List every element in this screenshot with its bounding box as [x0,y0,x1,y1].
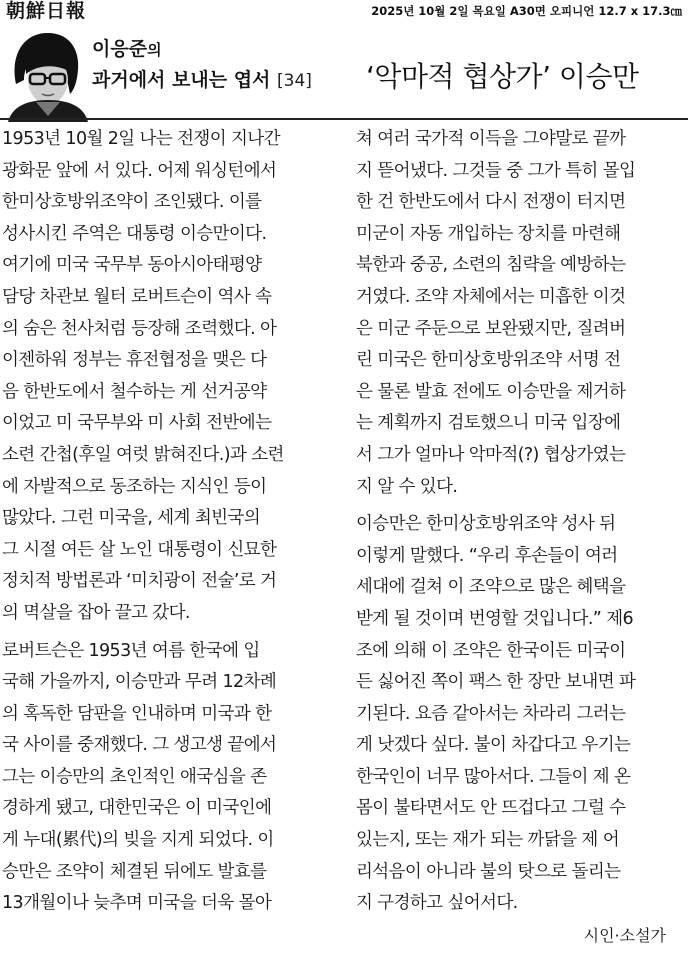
series-title: 과거에서 보내는 엽서 [92,69,271,91]
author-byline: 시인·소설가 [583,925,666,945]
article-paragraph: 로버트슨은 1953년 여름 한국에 입 국해 가을까지, 이승만과 무려 12차례 의 혹독한 담판을 인내하며 미국과 한 국 사이를 중재했다. 그 생고생 끝에서 그는 이승만의 초인적인 애국심을 존 경하게 됐고, 대한민국은 이 미국인에 게 누대(累代)의 빚을 지게 되었다. 이 승만은 조약이 체결된 뒤에도 발효를 13개월이나 늦추며 미국을 더욱 몰아 [2,640,277,914]
author-name: 이응준 [92,38,148,60]
article-paragraph: 1953년 10월 2일 나는 전쟁이 지나간 광화문 앞에 서 있다. 어제 워싱턴에서 한미상호방위조약이 조인됐다. 이를 성사시킨 주역은 대통령 이승만이다. 여기에 미국 국무부 동아시아태평양 담당 차관보 월터 로버트슨이 역사 속 의 숨은 천사처럼 등장해 조력했다. 아 이젠하워 정부는 휴전협정을 맺은 다 음 한반도에서 철수하는 게 선거공약 이었고 미 국무부와 미 사회 전반에는 소련 간첩(후일 여럿 밝혀진다.)과 소련 에 자발적으로 동조하는 지식인 등이 많았다. 그런 미국을, 세계 최빈국의 그 시절 여든 살 노인 대통령이 신묘한 정치적 방법론과 ‘미치광이 전술’로 거 의 멱살을 잡아 끌고 갔다. [2,129,284,623]
masthead [0,0,688,22]
series-number: [34] [277,71,312,91]
article-column-right [356,124,686,951]
author-photo [2,24,88,122]
headline: ‘악마적 협상가’ 이승만 [366,60,639,93]
author-suffix: 의 [147,41,162,59]
divider [0,118,688,120]
publication-info: 2025년 10월 2일 목요일 A30면 오피니언 12.7 x 17.3㎝ [371,4,682,18]
article-paragraph: 이승만은 한미상호방위조약 성사 뒤 이렇게 말했다. “우리 후손들이 여러 세대에 걸쳐 이 조약으로 많은 혜택을 받게 될 것이며 번영할 것입니다.” 제6 조에 의해 이 조약은 한국이든 미국이 든 싫어진 쪽이 팩스 한 장만 보내면 파 기된다. 요즘 같아서는 차라리 그러는 게 낫겠다 싶다. 불이 차갑다고 우기는 한국인이 너무 많아서다. 그들이 제 온 몸이 불타면서도 안 뜨겁다고 그럴 수 있는지, 또는 재가 되는 까닭을 제 어 리석음이 아니라 불의 탓으로 돌리는 지 구경하고 싶어서다. [356,514,636,914]
newspaper-logo: 朝鮮日報 [6,0,87,22]
column-series [92,34,312,96]
article-paragraph: 쳐 여러 국가적 이득을 그야말로 끝까 지 뜯어냈다. 그것들 중 그가 특히 몰입 한 건 한반도에서 다시 전쟁이 터지면 미군이 자동 개입하는 장치를 마련해 북한과 중공, 소련의 침략을 예방하는 거였다. 조약 자체에서는 미흡한 이것 은 미군 주둔으로 보완됐지만, 질려버 린 미국은 한미상호방위조약 서명 전 은 물론 발효 전에도 이승만을 제거하 는 계획까지 검토했으니 미국 입장에 서 그가 얼마나 악마적(?) 협상가였는 지 알 수 있다. [356,129,636,497]
article-column-left [2,124,324,920]
